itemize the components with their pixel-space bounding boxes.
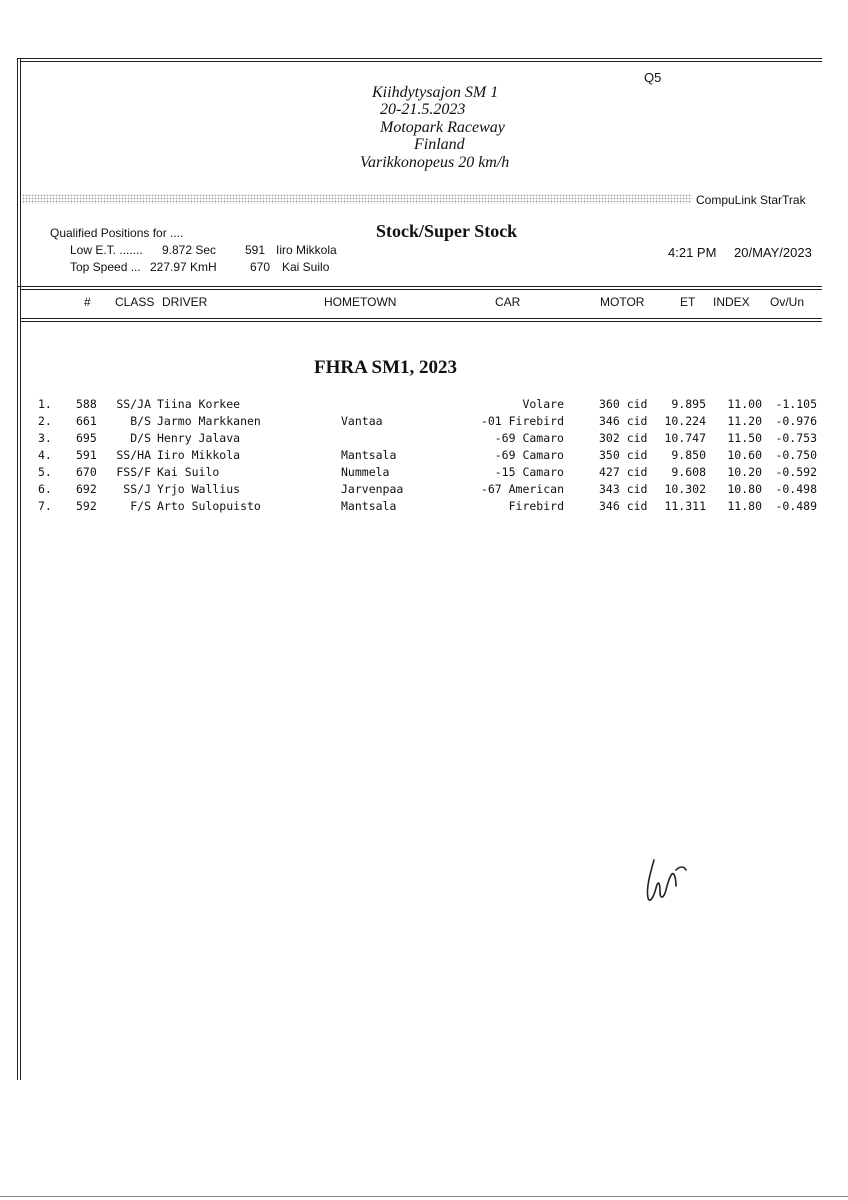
driver: Tiina Korkee: [157, 397, 241, 411]
top-speed-driver: Kai Suilo: [282, 260, 330, 274]
low-et-driver: Iiro Mikkola: [276, 243, 337, 257]
car: -01 Firebird: [480, 414, 564, 428]
index: 11.20: [727, 414, 762, 428]
car-number: 592: [76, 499, 97, 513]
signature: [640, 852, 710, 908]
over-under: -0.489: [775, 499, 817, 513]
position: 1.: [38, 397, 52, 411]
hometown: Mantsala: [341, 499, 397, 513]
bottom-rule: [0, 1196, 848, 1197]
left-border-outer: [17, 58, 18, 1080]
position: 2.: [38, 414, 52, 428]
et: 9.850: [671, 448, 706, 462]
top-speed-label: Top Speed ...: [70, 260, 141, 274]
position: 4.: [38, 448, 52, 462]
driver: Henry Jalava: [157, 431, 241, 445]
driver: Iiro Mikkola: [157, 448, 241, 462]
event-dates: 20-21.5.2023: [380, 101, 466, 118]
low-et-value: 9.872 Sec: [162, 243, 217, 257]
event-pit-speed: Varikkonopeus 20 km/h: [360, 154, 510, 171]
qualified-label: Qualified Positions for ....: [50, 226, 184, 240]
driver: Yrjo Wallius: [157, 482, 241, 496]
car: -69 Camaro: [494, 448, 564, 462]
car-number: 591: [76, 448, 97, 462]
event-venue: Motopark Raceway: [380, 119, 505, 136]
car-number: 695: [76, 431, 97, 445]
top-speed-value: 227.97 KmH: [150, 260, 217, 274]
motor: 350 cid: [599, 448, 648, 462]
columns-rule-b: [20, 321, 822, 322]
col-header-motor: MOTOR: [600, 295, 645, 309]
motor: 346 cid: [599, 414, 648, 428]
class: B/S: [130, 414, 151, 428]
col-header-class: CLASS: [115, 295, 155, 309]
page-code: Q5: [644, 70, 662, 85]
over-under: -0.592: [775, 465, 817, 479]
class: D/S: [130, 431, 151, 445]
over-under: -0.750: [775, 448, 817, 462]
et: 9.608: [671, 465, 706, 479]
report-time: 4:21 PM: [668, 245, 717, 260]
et: 10.302: [664, 482, 706, 496]
class: SS/HA: [116, 448, 151, 462]
motor: 346 cid: [599, 499, 648, 513]
table-row: [0, 465, 848, 482]
hometown: Nummela: [341, 465, 390, 479]
hometown: Vantaa: [341, 414, 383, 428]
col-header-driver: DRIVER: [162, 295, 208, 309]
et: 10.224: [664, 414, 706, 428]
table-row: [0, 448, 848, 465]
over-under: -0.976: [775, 414, 817, 428]
event-name: Kiihdytysajon SM 1: [372, 84, 499, 101]
et: 9.895: [671, 397, 706, 411]
index: 10.80: [727, 482, 762, 496]
class: F/S: [130, 499, 151, 513]
car-number: 670: [76, 465, 97, 479]
index: 11.50: [727, 431, 762, 445]
table-row: [0, 482, 848, 499]
table-row: [0, 431, 848, 448]
index: 11.80: [727, 499, 762, 513]
car: Volare: [522, 397, 564, 411]
motor: 343 cid: [599, 482, 648, 496]
car-number: 692: [76, 482, 97, 496]
hometown: Mantsala: [341, 448, 397, 462]
car-number: 661: [76, 414, 97, 428]
position: 5.: [38, 465, 52, 479]
hometown: Jarvenpaa: [341, 482, 404, 496]
top-rule: [17, 58, 822, 59]
class: SS/J: [123, 482, 151, 496]
driver: Kai Suilo: [157, 465, 220, 479]
over-under: -0.498: [775, 482, 817, 496]
header-rule-b: [20, 289, 822, 290]
over-under: -1.105: [775, 397, 817, 411]
low-et-label: Low E.T. .......: [70, 243, 143, 257]
class: SS/JA: [116, 397, 151, 411]
et: 10.747: [664, 431, 706, 445]
car: -67 American: [480, 482, 564, 496]
car: -15 Camaro: [494, 465, 564, 479]
event-country: Finland: [414, 136, 465, 153]
report-date: 20/MAY/2023: [734, 245, 812, 260]
table-row: [0, 499, 848, 516]
table-row: [0, 414, 848, 431]
low-et-car: 591: [245, 243, 266, 257]
index: 10.20: [727, 465, 762, 479]
class-title: Stock/Super Stock: [376, 221, 518, 241]
car: Firebird: [508, 499, 564, 513]
left-border-inner: [20, 58, 21, 1080]
driver: Arto Sulopuisto: [157, 499, 261, 513]
col-header-ovun: Ov/Un: [770, 295, 805, 309]
motor: 360 cid: [599, 397, 648, 411]
top-rule-2: [20, 61, 822, 62]
over-under: -0.753: [775, 431, 817, 445]
index: 10.60: [727, 448, 762, 462]
car: -69 Camaro: [494, 431, 564, 445]
table-row: [0, 397, 848, 414]
columns-rule-a: [20, 318, 822, 319]
motor: 427 cid: [599, 465, 648, 479]
driver: Jarmo Markkanen: [157, 414, 261, 428]
col-header-car: CAR: [495, 295, 521, 309]
col-header-index: INDEX: [713, 295, 750, 309]
col-header-et: ET: [680, 295, 696, 309]
et: 11.311: [664, 499, 706, 513]
dotted-band: [22, 194, 692, 204]
col-header-hometown: HOMETOWN: [324, 295, 397, 309]
class: FSS/F: [116, 465, 151, 479]
car-number: 588: [76, 397, 97, 411]
top-speed-car: 670: [250, 260, 271, 274]
position: 7.: [38, 499, 52, 513]
position: 3.: [38, 431, 52, 445]
col-header-num: #: [84, 295, 91, 309]
header-rule-a: [17, 286, 822, 287]
motor: 302 cid: [599, 431, 648, 445]
section-title: FHRA SM1, 2023: [314, 357, 458, 378]
index: 11.00: [727, 397, 762, 411]
position: 6.: [38, 482, 52, 496]
system-label: CompuLink StarTrak: [696, 193, 806, 207]
